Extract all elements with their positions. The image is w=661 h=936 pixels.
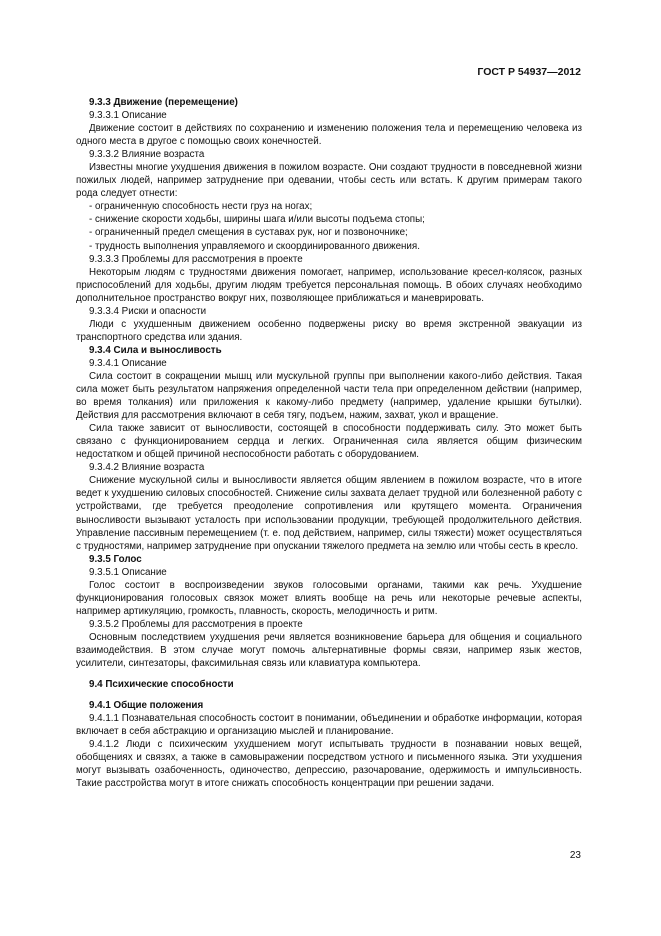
paragraph: 9.3.5.1 Описание bbox=[89, 566, 167, 578]
paragraph: - снижение скорости ходьбы, ширины шага и/или высоты подъема стопы; bbox=[89, 214, 425, 226]
paragraph: - ограниченный предел смещения в суставах рук, ног и позвоночнике; bbox=[89, 227, 408, 239]
paragraph: - ограниченную способность нести груз на ногах; bbox=[89, 201, 313, 213]
paragraph: Сила состоит в сокращении мышц или мускульной группы при выполнении какого-либо действия. Такая сила может быть результатом напряжения определенной части тела при определенном действии (например, во время толкания) или приложения к какому-либо предмету (например, удаление крышки бутылки). Действия для рассмотрения включают в себя тягу, подъем, нажим, захват, укол и вращение. bbox=[76, 370, 582, 422]
document-body bbox=[76, 96, 582, 790]
document-header: ГОСТ Р 54937—2012 bbox=[477, 66, 581, 78]
paragraph: Снижение мускульной силы и выносливости является общим явлением в пожилом возрасте, что в итоге ведет к ухудшению силовых способностей. Снижение силы захвата делает трудной или болезненной работу с устройствами, где требуется преодоление сопротивления или крутящего момента. Ограничения выносливости вызывают усталость при использовании продукции, требующей продолжительного действия. Управление пассивным перемещением (т. е. под действием, например, силы тяжести) может осуществляться с трудностями, например затруднение при опускании тяжелого предмета на землю или чтобы сесть в кресло. bbox=[76, 475, 582, 552]
paragraph: Известны многие ухудшения движения в пожилом возрасте. Они создают трудности в повседневной жизни пожилых людей, например затруднение при одевании, чтобы сесть или встать. К другим примерам такого рода следует отнести: bbox=[76, 162, 582, 200]
section-heading: 9.3.5 Голос bbox=[89, 553, 142, 565]
paragraph: Люди с ухудшенным движением особенно подвержены риску во время экстренной эвакуации из транспортного средства или здания. bbox=[76, 318, 582, 343]
section-heading: 9.3.4 Сила и выносливость bbox=[89, 344, 222, 356]
paragraph: Голос состоит в воспроизведении звуков голосовыми органами, такими как речь. Ухудшение функционирования голосовых связок может влиять вообще на речь или некоторые речевые аспекты, например артикуляцию, громкость, плавность, скорость, мелодичность и ритм. bbox=[76, 579, 582, 617]
paragraph: 9.3.3.1 Описание bbox=[89, 110, 167, 122]
paragraph: 9.4.1.2 Люди с психическим ухудшением могут испытывать трудности в познавании новых вещей, обобщениях и связях, а также в самовыражении посредством устного и письменного языка. Эти ухудшения могут вызывать озабоченность, одиночество, депрессию, разочарование, одержимость и импульсивность. Такие расстройства могут в итоге снижать способность концентрации при решении задачи. bbox=[76, 739, 582, 790]
section-heading: 9.3.3 Движение (перемещение) bbox=[89, 97, 238, 108]
page-number: 23 bbox=[569, 850, 581, 861]
paragraph: 9.4.1.1 Познавательная способность состоит в понимании, объединении и обработке информации, которая включает в себя абстракцию и организацию мыслей и планирование. bbox=[76, 713, 582, 738]
paragraph: Сила также зависит от выносливости, состоящей в способности поддерживать силу. Это может быть связано с функционированием сердца и легких. Ограниченная сила является общим физическим недостатком и общей причиной неспособности работать с оборудованием. bbox=[76, 423, 582, 461]
paragraph: 9.3.5.2 Проблемы для рассмотрения в проекте bbox=[89, 618, 303, 630]
section-heading: 9.4 Психические способности bbox=[89, 679, 234, 691]
paragraph: 9.3.3.4 Риски и опасности bbox=[89, 305, 207, 317]
paragraph: 9.3.3.2 Влияние возраста bbox=[89, 149, 205, 161]
section-heading: 9.4.1 Общие положения bbox=[89, 700, 204, 712]
paragraph: - трудность выполнения управляемого и скоординированного движения. bbox=[89, 240, 420, 252]
paragraph: Некоторым людям с трудностями движения помогает, например, использование кресел-колясок, разных приспособлений для ходьбы, другим людям требуется персональная помощь. В обоих случаях необходимо дополнительное пространство вокруг них, позволяющее приближаться и маневрировать. bbox=[76, 266, 582, 304]
paragraph: 9.3.4.2 Влияние возраста bbox=[89, 462, 205, 474]
paragraph: Движение состоит в действиях по сохранению и изменению положения тела и перемещению человека из одного места в другое с помощью своих конечностей. bbox=[76, 123, 582, 148]
paragraph: 9.3.3.3 Проблемы для рассмотрения в проекте bbox=[89, 253, 303, 265]
paragraph: 9.3.4.1 Описание bbox=[89, 357, 167, 369]
paragraph: Основным последствием ухудшения речи является возникновение барьера для общения и социального взаимодействия. В этом случае могут помочь альтернативные формы связи, например язык жестов, усилители, синтезаторы, факсимильная связь или клавиатура компьютера. bbox=[76, 631, 582, 670]
